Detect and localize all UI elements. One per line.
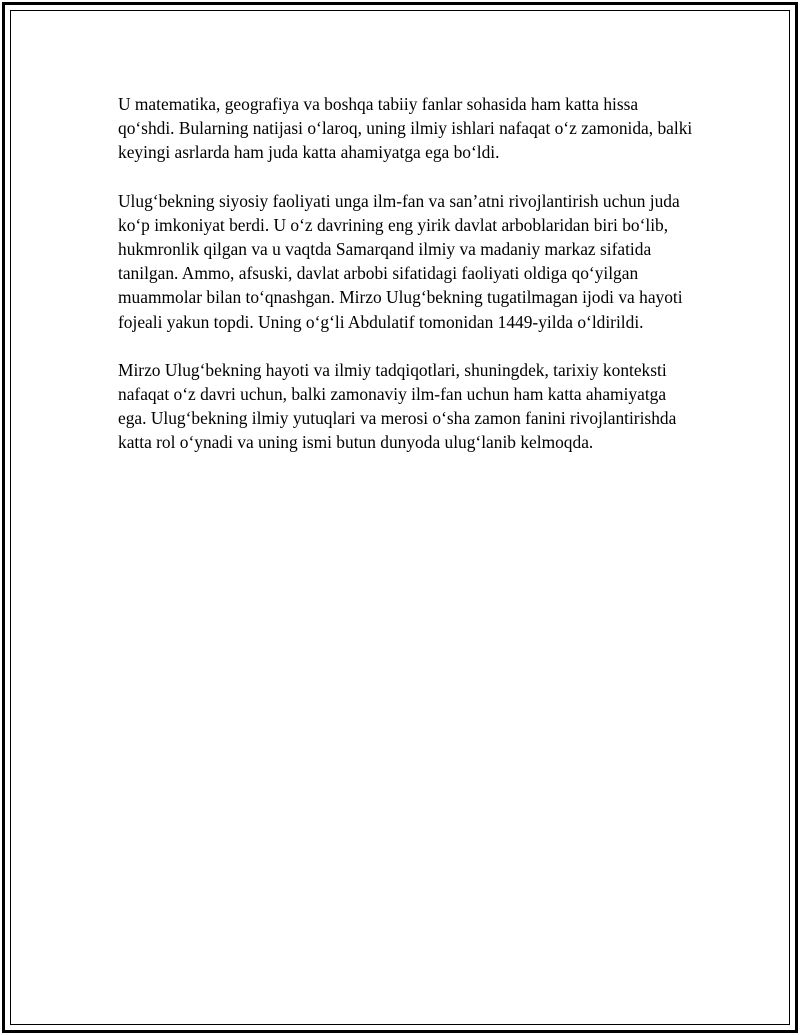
paragraph-3: Mirzo Ulug‘bekning hayoti va ilmiy tadqiqotlari, shuningdek, tarixiy konteksti nafaqat o‘z davri uchun, balki zamonaviy ilm-fan uchun ham katta ahamiyatga ega. Ulug‘bekning ilmiy yutuqlari va merosi o‘sha zamon fanini rivojlantirishda katta rol o‘ynadi va uning ismi butun dunyoda ulug‘lanib kelmoqda. xyxy=(118,359,677,453)
paragraph-1: U matematika, geografiya va boshqa tabiiy fanlar sohasida ham katta hissa qo‘shdi. Bularning natijasi o‘laroq, uning ilmiy ishlari nafaqat o‘z zamonida, balki keyingi asrlarda ham juda katta ahamiyatga ega bo‘ldi. xyxy=(118,94,693,163)
paragraph-2: Ulug‘bekning siyosiy faoliyati unga ilm-fan va san’atni rivojlantirish uchun juda ko‘p imkoniyat berdi. U o‘z davrining eng yirik davlat arboblaridan biri bo‘lib, hukmronlik qilgan va u vaqtda Samarqand ilmiy va madaniy markaz sifatida tanilgan. Ammo, afsuski, davlat arbobi sifatidagi faoliyati oldiga qo‘yilgan muammolar bilan to‘qnashgan. Mirzo Ulug‘bekning tugatilmagan ijodi va hayoti fojeali yakun topdi. Uning o‘g‘li Abdulatif tomonidan 1449-yilda o‘ldirildi. xyxy=(118,190,683,332)
document-body xyxy=(118,92,696,479)
